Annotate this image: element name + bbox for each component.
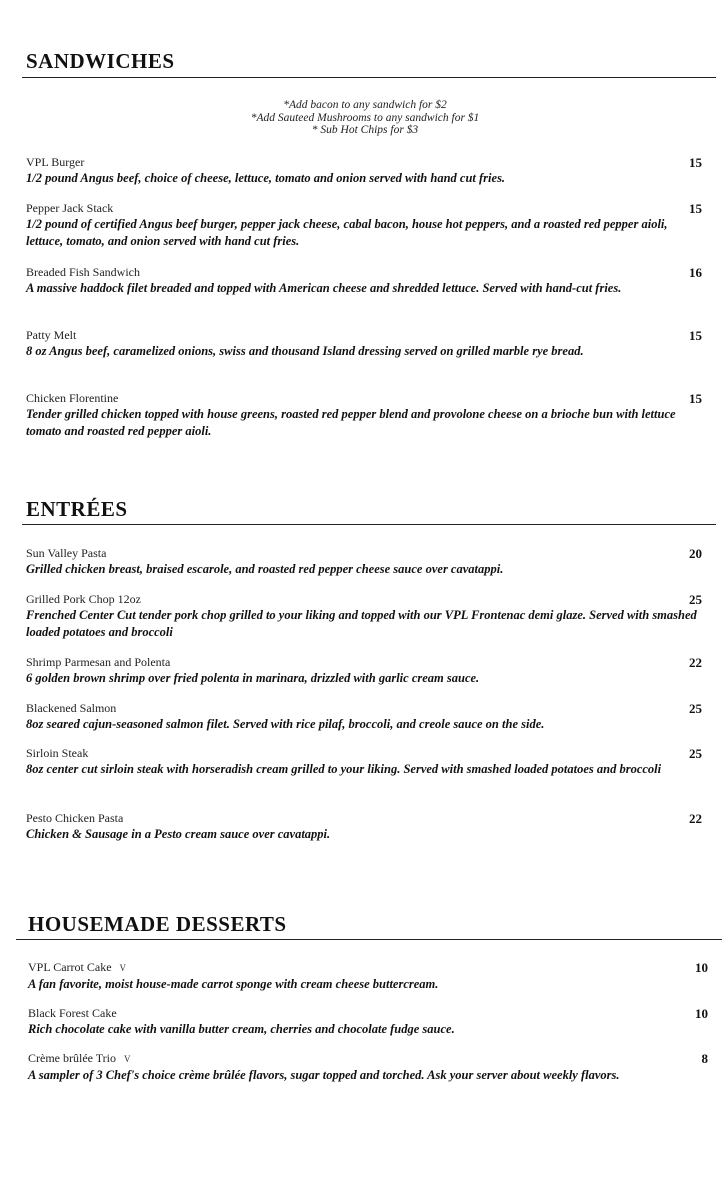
item-price: 25: [689, 592, 702, 607]
vegetarian-mark: V: [124, 1054, 131, 1064]
item-description: 8oz center cut sirloin steak with horseradish cream grilled to your liking. Served with smashed loaded potatoes and broccoli: [26, 762, 662, 776]
item-price: 22: [689, 811, 702, 826]
item-price: 16: [689, 265, 702, 280]
item-price: 15: [689, 391, 702, 406]
item-name-row: [28, 960, 708, 976]
item-name: Sun Valley Pasta: [26, 546, 107, 560]
item-name: Patty Melt: [26, 328, 77, 342]
item-description: 8 oz Angus beef, caramelized onions, swiss and thousand Island dressing served on grilled marble rye bread.: [26, 344, 584, 358]
item-price: 10: [695, 1006, 708, 1021]
item-description: Rich chocolate cake with vanilla butter cream, cherries and chocolate fudge sauce.: [28, 1022, 455, 1036]
item-price: 10: [695, 960, 708, 975]
item-name: VPL Burger: [26, 155, 85, 169]
sandwich-addons-note: [200, 99, 530, 137]
item-description: Frenched Center Cut tender pork chop grilled to your liking and topped with our VPL Frontenac demi glaze. Served with smashed loaded potatoes and broccoli: [26, 608, 697, 639]
item-name: Breaded Fish Sandwich: [26, 265, 140, 279]
menu-item: [26, 391, 702, 439]
section-title: HOUSEMADE DESSERTS: [28, 912, 287, 936]
menu-item: [28, 1006, 708, 1038]
item-description: Tender grilled chicken topped with house greens, roasted red pepper blend and provolone cheese on a brioche bun with lettuce tomato and roasted red pepper aioli.: [26, 407, 676, 438]
item-description: 1/2 pound of certified Angus beef burger, pepper jack cheese, cabal bacon, house hot peppers, and a roasted red pepper aioli, lettuce, tomato, and onion served with hand cut fries.: [26, 217, 668, 248]
section-title: SANDWICHES: [26, 49, 175, 73]
menu-item: [26, 655, 702, 687]
menu-item: [26, 811, 702, 843]
item-price: 20: [689, 546, 702, 561]
item-name: Sirloin Steak: [26, 746, 89, 760]
item-description: A fan favorite, moist house-made carrot sponge with cream cheese buttercream.: [28, 977, 439, 991]
item-name: Shrimp Parmesan and Polenta: [26, 655, 171, 669]
addon-note-line: *Add bacon to any sandwich for $2: [283, 99, 447, 111]
item-name: Chicken Florentine: [26, 391, 119, 405]
menu-item: [26, 592, 702, 640]
item-name: Crème brûlée Trio: [28, 1051, 116, 1065]
item-description: A massive haddock filet breaded and topped with American cheese and shredded lettuce. Served with hand-cut fries.: [26, 281, 622, 295]
addon-note-line: *Add Sauteed Mushrooms to any sandwich for $1: [250, 111, 480, 124]
sandwiches-section: [26, 49, 702, 73]
item-name: Pesto Chicken Pasta: [26, 811, 124, 825]
item-price: 15: [689, 328, 702, 343]
item-description: Chicken & Sausage in a Pesto cream sauce over cavatappi.: [26, 827, 331, 841]
item-price: 25: [689, 746, 702, 761]
item-price: 25: [689, 701, 702, 716]
menu-item: [26, 701, 702, 733]
item-name: Grilled Pork Chop 12oz: [26, 592, 141, 606]
section-divider: [16, 939, 722, 940]
item-description: A sampler of 3 Chef's choice crème brûlée flavors, sugar topped and torched. Ask your server about weekly flavors.: [28, 1068, 620, 1082]
item-name: Pepper Jack Stack: [26, 201, 114, 215]
item-name-row: [28, 1051, 708, 1067]
item-description: 8oz seared cajun-seasoned salmon filet. Served with rice pilaf, broccoli, and creole sauce on the side.: [26, 717, 545, 731]
menu-item: [26, 546, 702, 578]
section-divider: [22, 524, 716, 525]
item-name: VPL Carrot Cake: [28, 960, 112, 974]
item-price: 15: [689, 201, 702, 216]
menu-item: [26, 746, 702, 778]
menu-item: [26, 155, 702, 187]
menu-item: [28, 960, 708, 993]
item-price: 22: [689, 655, 702, 670]
item-name: Blackened Salmon: [26, 701, 117, 715]
vegetarian-mark: V: [119, 963, 127, 973]
item-name-row: [28, 1006, 708, 1021]
addon-note-line: * Sub Hot Chips for $3: [311, 124, 419, 136]
menu-item: [26, 201, 702, 249]
item-description: Grilled chicken breast, braised escarole, and roasted red pepper cheese sauce over cavatappi.: [26, 562, 504, 576]
item-price: 8: [701, 1051, 708, 1066]
item-description: 1/2 pound Angus beef, choice of cheese, lettuce, tomato and onion served with hand cut fries.: [26, 171, 506, 185]
desserts-section: [28, 912, 708, 936]
section-divider: [22, 77, 716, 78]
menu-item: [26, 328, 702, 360]
item-price: 15: [689, 155, 702, 170]
section-title: ENTRÉES: [26, 497, 128, 521]
entrees-section: [26, 497, 702, 521]
menu-item: [26, 265, 702, 297]
item-description: 6 golden brown shrimp over fried polenta in marinara, drizzled with garlic cream sauce.: [26, 671, 480, 685]
menu-item: [28, 1051, 708, 1084]
item-name: Black Forest Cake: [28, 1006, 117, 1020]
